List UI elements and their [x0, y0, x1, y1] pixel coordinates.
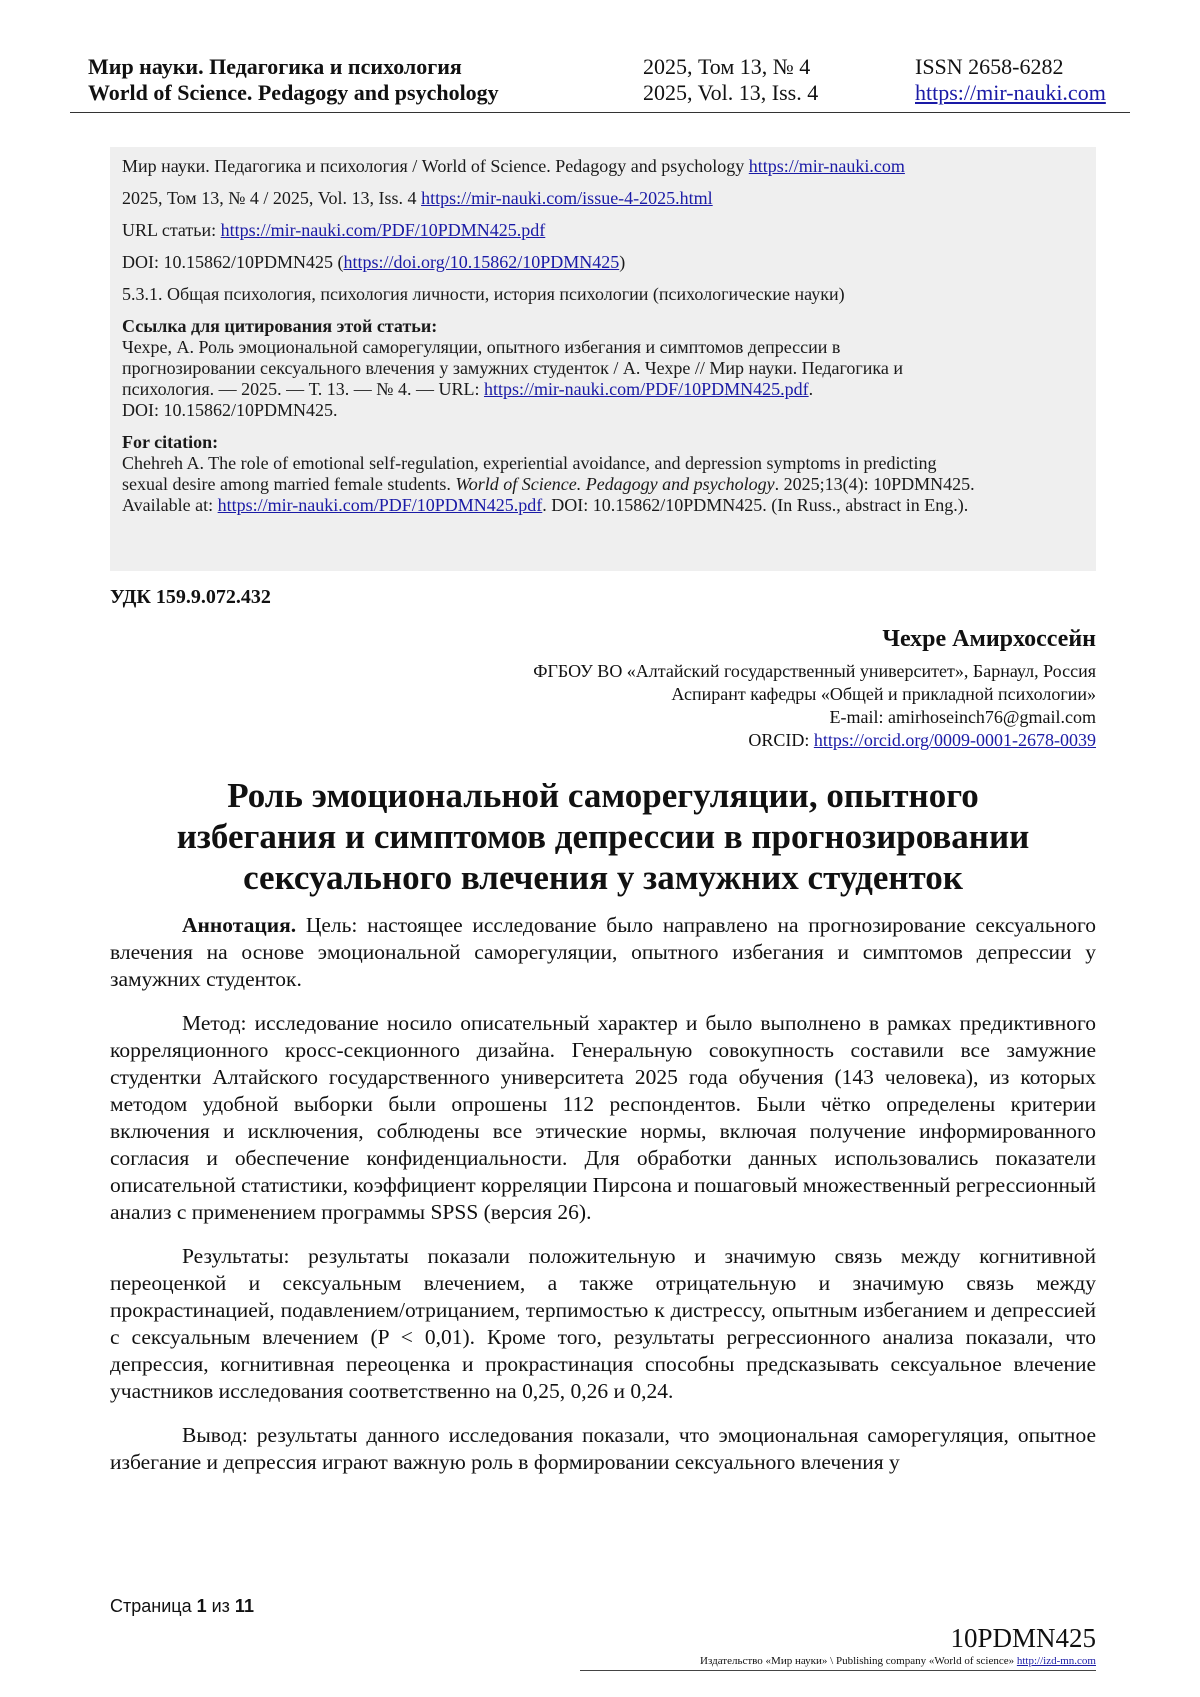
cite-ru-line: DOI: 10.15862/10PDMN425.: [122, 400, 338, 420]
udk-code: УДК 159.9.072.432: [110, 586, 271, 608]
article-code: 10PDMN425: [950, 1623, 1096, 1653]
title-line: сексуального влечения у замужних студенток: [243, 858, 963, 897]
issn: ISSN 2658-6282: [915, 54, 1064, 79]
info-journal-line: Мир науки. Педагогика и психология / World of Science. Pedagogy and psychology https://mir-nauki.com: [122, 156, 905, 176]
cite-ru-line: Чехре, А. Роль эмоциональной саморегуляции, опытного избегания и симптомов депрессии в: [122, 337, 841, 357]
info-doi-line: DOI: 10.15862/10PDMN425 (https://doi.org/10.15862/10PDMN425): [122, 252, 626, 272]
info-journal-link[interactable]: https://mir-nauki.com: [748, 156, 905, 176]
abstract-conclusion: Вывод: результаты данного исследования показали, что эмоциональная саморегуляция, опытное избегание и депрессия играют важную роль в формировании сексуального влечения у: [110, 1423, 1096, 1474]
cite-en-line: sexual desire among married female students. World of Science. Pedagogy and psychology. 2025;13(4): 10PDMN425.: [122, 474, 975, 494]
cite-en-line: Chehreh A. The role of emotional self-regulation, experiential avoidance, and depression symptoms in predicting: [122, 453, 937, 473]
journal-name-en: World of Science. Pedagogy and psychology: [88, 80, 499, 105]
issue-en: 2025, Vol. 13, Iss. 4: [643, 80, 819, 105]
publisher-link[interactable]: http://izd-mn.com: [1016, 1655, 1096, 1667]
author-name: Чехре Амирхоссейн: [882, 626, 1096, 652]
info-specialty-line: 5.3.1. Общая психология, психология личности, история психологии (психологические науки): [122, 284, 845, 304]
orcid-link[interactable]: https://orcid.org/0009-0001-2678-0039: [813, 730, 1096, 750]
author-affiliation: ФГБОУ ВО «Алтайский государственный университет», Барнаул, Россия: [533, 661, 1096, 681]
cite-en-label: For citation:: [122, 432, 219, 452]
info-issue-link[interactable]: https://mir-nauki.com/issue-4-2025.html: [421, 188, 713, 208]
footer-divider: [580, 1670, 1096, 1671]
page-counter: Страница 1 из 11: [110, 1596, 254, 1616]
journal-name-ru: Мир науки. Педагогика и психология: [88, 54, 462, 79]
cite-ru-line: психология. — 2025. — Т. 13. — № 4. — URL: https://mir-nauki.com/PDF/10PDMN425.pdf.: [122, 379, 814, 399]
cite-ru-label: Ссылка для цитирования этой статьи:: [122, 316, 438, 336]
info-issue-line: 2025, Том 13, № 4 / 2025, Vol. 13, Iss. 4 https://mir-nauki.com/issue-4-2025.html: [122, 188, 713, 208]
cite-en-line: Available at: https://mir-nauki.com/PDF/10PDMN425.pdf. DOI: 10.15862/10PDMN425. (In Russ., abstract in Eng.).: [122, 495, 969, 515]
cite-en-url-link[interactable]: https://mir-nauki.com/PDF/10PDMN425.pdf: [217, 495, 543, 515]
abstract: [110, 912, 1096, 1476]
info-url-line: URL статьи: https://mir-nauki.com/PDF/10PDMN425.pdf: [122, 220, 546, 240]
article-title: [110, 775, 1096, 898]
issue-ru: 2025, Том 13, № 4: [643, 54, 811, 79]
author-orcid: ORCID: https://orcid.org/0009-0001-2678-0039: [748, 730, 1096, 750]
publisher-line: Издательство «Мир науки» \ Publishing company «World of science» http://izd-mn.com: [700, 1655, 1096, 1667]
title-line: избегания и симптомов депрессии в прогнозировании: [176, 817, 1030, 856]
cite-ru-line: прогнозировании сексуального влечения у замужних студенток / А. Чехре // Мир науки. Педагогика и: [122, 358, 904, 378]
abstract-method: Метод: исследование носило описательный характер и было выполнено в рамках предиктивного корреляционного кросс-секционного дизайна. Генеральную совокупность составили все замужние студентки Алтайского государственного университета 2025 года обучения (143 человека), из которых методом удобной выборки были опрошены 112 респондентов. Были чётко определены критерии включения и исключения, соблюдены все этические нормы, включая получение информированного согласия и обеспечение конфиденциальности. Для обработки данных использовались показатели описательной статистики, коэффициент корреляции Пирсона и пошаговый множественный регрессионный анализ с применением программы SPSS (версия 26).: [110, 1011, 1096, 1224]
author-email: E-mail: amirhoseinch76@gmail.com: [829, 707, 1096, 727]
title-line: Роль эмоциональной саморегуляции, опытного: [227, 776, 979, 815]
abstract-results: Результаты: результаты показали положительную и значимую связь между когнитивной переоценкой и сексуальным влечением, а также отрицательную и значимую связь между прокрастинацией, подавлением/отрицанием, терпимостью к дистрессу, опытным избеганием и депрессией с сексуальным влечением (P < 0,01). Кроме того, результаты регрессионного анализа показали, что депрессия, когнитивная переоценка и прокрастинация способны предсказывать сексуальное влечение участников исследования соответственно на 0,25, 0,26 и 0,24.: [110, 1244, 1096, 1403]
article-info-box: [110, 147, 1096, 571]
journal-header: [70, 52, 1130, 113]
author-position: Аспирант кафедры «Общей и прикладной психологии»: [671, 684, 1096, 704]
info-doi-link[interactable]: https://doi.org/10.15862/10PDMN425: [343, 252, 620, 272]
info-article-url-link[interactable]: https://mir-nauki.com/PDF/10PDMN425.pdf: [220, 220, 546, 240]
cite-ru-url-link[interactable]: https://mir-nauki.com/PDF/10PDMN425.pdf: [483, 379, 809, 399]
abstract-goal: Аннотация. Цель: настоящее исследование было направлено на прогнозирование сексуального влечения на основе эмоциональной саморегуляции, опытного избегания и симптомов депрессии у замужних студенток.: [110, 913, 1096, 991]
abstract-label: Аннотация.: [182, 913, 297, 937]
journal-site-link[interactable]: https://mir-nauki.com: [915, 80, 1106, 105]
